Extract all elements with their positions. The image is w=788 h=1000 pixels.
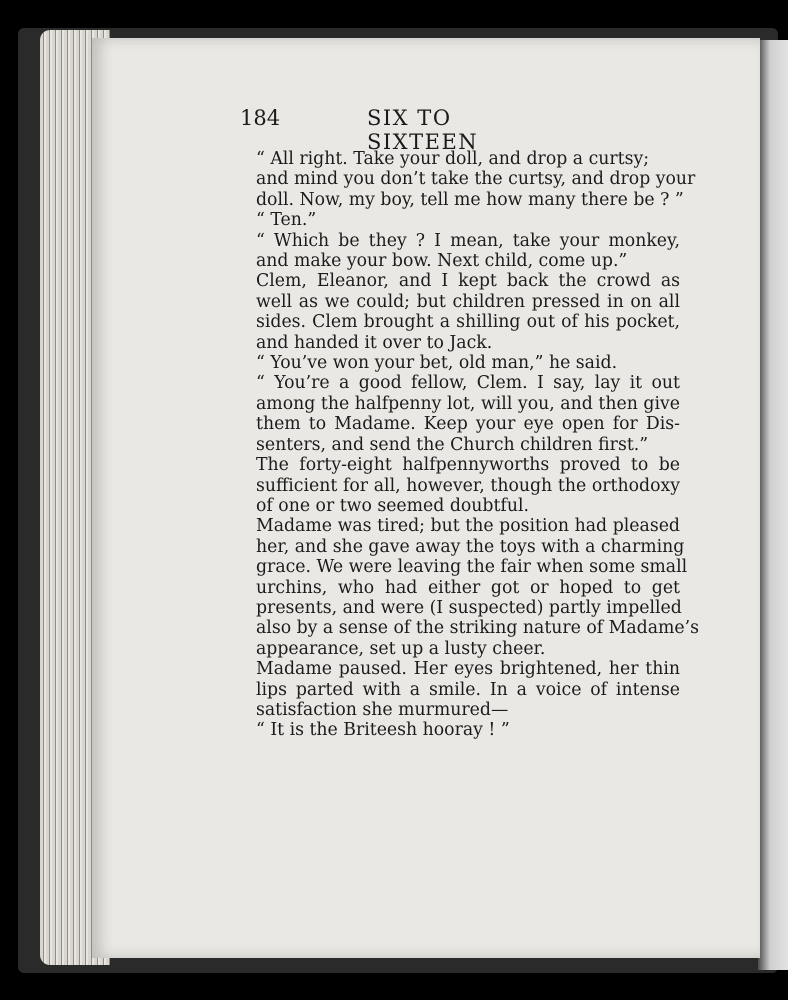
text-line: senters, and send the Church children first.” bbox=[256, 434, 649, 455]
text-line: “ Which be they ? I mean, take your monkey, bbox=[256, 230, 680, 251]
text-line: Madame was tired; but the position had pleased bbox=[256, 516, 680, 537]
text-line: sides. Clem brought a shilling out of his pocket, bbox=[256, 312, 680, 333]
text-line: “ It is the Briteesh hooray ! ” bbox=[256, 720, 510, 741]
body-text bbox=[256, 149, 700, 741]
text-line: “ You’ve won your bet, old man,” he said. bbox=[256, 353, 618, 374]
text-line: and make your bow. Next child, come up.” bbox=[256, 251, 628, 272]
text-line: grace. We were leaving the fair when some small bbox=[256, 557, 688, 578]
text-line: “ All right. Take your doll, and drop a curtsy; bbox=[256, 149, 650, 169]
text-line: doll. Now, my boy, tell me how many there be ? ” bbox=[256, 189, 684, 210]
text-line: “ Ten.” bbox=[256, 210, 317, 231]
text-line: Madame paused. Her eyes brightened, her thin bbox=[256, 659, 680, 680]
text-line: them to Madame. Keep your eye open for Dis- bbox=[256, 414, 680, 435]
page-header bbox=[240, 106, 560, 154]
text-line: The forty-eight halfpennyworths proved to be bbox=[256, 455, 680, 476]
text-line: her, and she gave away the toys with a charming bbox=[256, 536, 685, 557]
text-line: satisfaction she murmured— bbox=[256, 699, 509, 720]
page-number: 184 bbox=[240, 106, 281, 130]
text-line: of one or two seemed doubtful. bbox=[256, 495, 529, 516]
running-title: SIX TO SIXTEEN bbox=[367, 106, 479, 154]
text-line: lips parted with a smile. In a voice of intense bbox=[256, 679, 680, 700]
next-page-edge bbox=[758, 40, 788, 970]
text-line: sufficient for all, however, though the orthodoxy bbox=[256, 475, 680, 496]
text-line: “ You’re a good fellow, Clem. I say, lay it out bbox=[256, 373, 680, 394]
text-line: Clem, Eleanor, and I kept back the crowd as bbox=[256, 271, 680, 292]
text-line: well as we could; but children pressed in on all bbox=[256, 291, 680, 312]
text-line: among the halfpenny lot, will you, and then give bbox=[256, 393, 680, 414]
text-line: presents, and were (I suspected) partly impelled bbox=[256, 597, 682, 618]
text-line: appearance, set up a lusty cheer. bbox=[256, 638, 546, 659]
text-line: urchins, who had either got or hoped to get bbox=[256, 577, 680, 598]
text-line: also by a sense of the striking nature of Madame’s bbox=[256, 618, 700, 639]
text-line: and mind you don’t take the curtsy, and drop your bbox=[256, 169, 696, 190]
text-line: and handed it over to Jack. bbox=[256, 332, 493, 353]
